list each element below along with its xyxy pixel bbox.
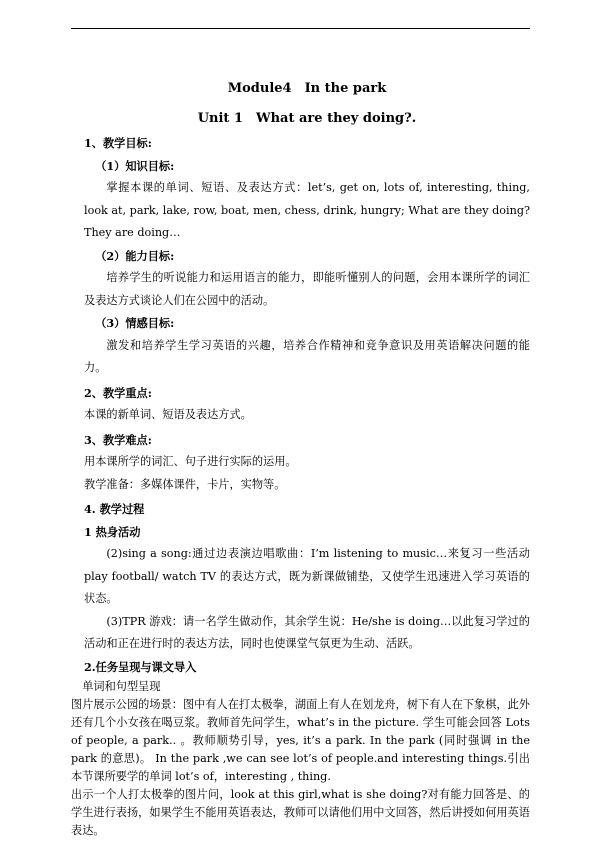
warmup-tpr-text: (3)TPR 游戏：请一名学生做动作，其余学生说：He/she is doing…以此复习学过的活动和正在进行时的表达方法，同时也使课堂气氛更为生动、活跃。: [84, 614, 530, 650]
section-difficulties: [84, 429, 530, 497]
warmup-song-text: (2)sing a song:通过边表演边唱歌曲：I’m listening to music…来复习一些活动 play football/ watch TV 的表达方式，既为新课做铺垫，又使学生迅速进入学习英语的状态。: [84, 547, 530, 605]
unit-title: Unit 1 What are they doing?.: [197, 111, 417, 126]
section-objectives: [84, 132, 530, 380]
process-heading: 4. 教学过程: [84, 502, 145, 516]
task-heading: 2.任务呈现与课文导入: [84, 659, 197, 674]
vocab-text: 图片展示公园的场景：图中有人在打太极拳，湖面上有人在划龙舟，树下有人在下象棋，此外还有几个小女孩在喝豆浆。教师首先问学生，what’s in the picture. 学生可能会回答 Lots of people, a park.. 。教师顺势引导，yes, it’s a park. In the park (同时强调 in the park 的意思)。 In the park ,we can see lot’s of people.and interesting things.引出本节课所要学的单词 lot’s of，interesting , thing.: [71, 698, 530, 783]
ability-heading: （2）能力目标:: [95, 248, 175, 263]
module-title: Module4 In the park: [227, 81, 387, 96]
vocab-block: [71, 678, 530, 840]
emotion-text: 激发和培养学生学习英语的兴趣，培养合作精神和竞争意识及用英语解决问题的能力。: [84, 338, 530, 374]
header-rule: [71, 28, 530, 29]
vocab-heading: 单词和句型呈现: [82, 680, 161, 693]
show-text: 出示一个人打太极拳的图片问，look at this girl,what is she doing?对有能力回答是、的学生进行表扬，如果学生不能用英语表达，教师可以请他们用中文回答，然后讲授如何用英语表达。: [71, 788, 530, 837]
key-points-text: 本课的新单词、短语及表达方式。: [84, 408, 252, 421]
ability-text: 培养学生的听说能力和运用语言的能力，即能听懂别人的问题，会用本课所学的词汇及表达方式谈论人们在公园中的活动。: [84, 271, 530, 307]
preparation-text: 教学准备：多媒体课件，卡片，实物等。: [84, 477, 286, 491]
knowledge-heading: （1）知识目标:: [95, 158, 175, 173]
warmup-heading: 1 热身活动: [84, 524, 141, 539]
emotion-heading: （3）情感目标:: [95, 316, 175, 330]
key-points-heading: 2、教学重点:: [84, 385, 152, 400]
difficulties-text: 用本课所学的词汇、句子进行实际的运用。: [84, 455, 297, 468]
section-process: [71, 498, 530, 840]
knowledge-text: 掌握本课的单词、短语、及表达方式：let’s, get on, lots of, interesting, thing, look at, park, lake, row, boat, men, chess, drink, hungry; What are they doing? They are doing…: [84, 181, 530, 239]
objectives-heading: 1、教学目标:: [84, 136, 152, 150]
document-page: [71, 80, 530, 840]
section-key-points: [84, 382, 530, 427]
difficulties-heading: 3、教学难点:: [84, 432, 152, 447]
